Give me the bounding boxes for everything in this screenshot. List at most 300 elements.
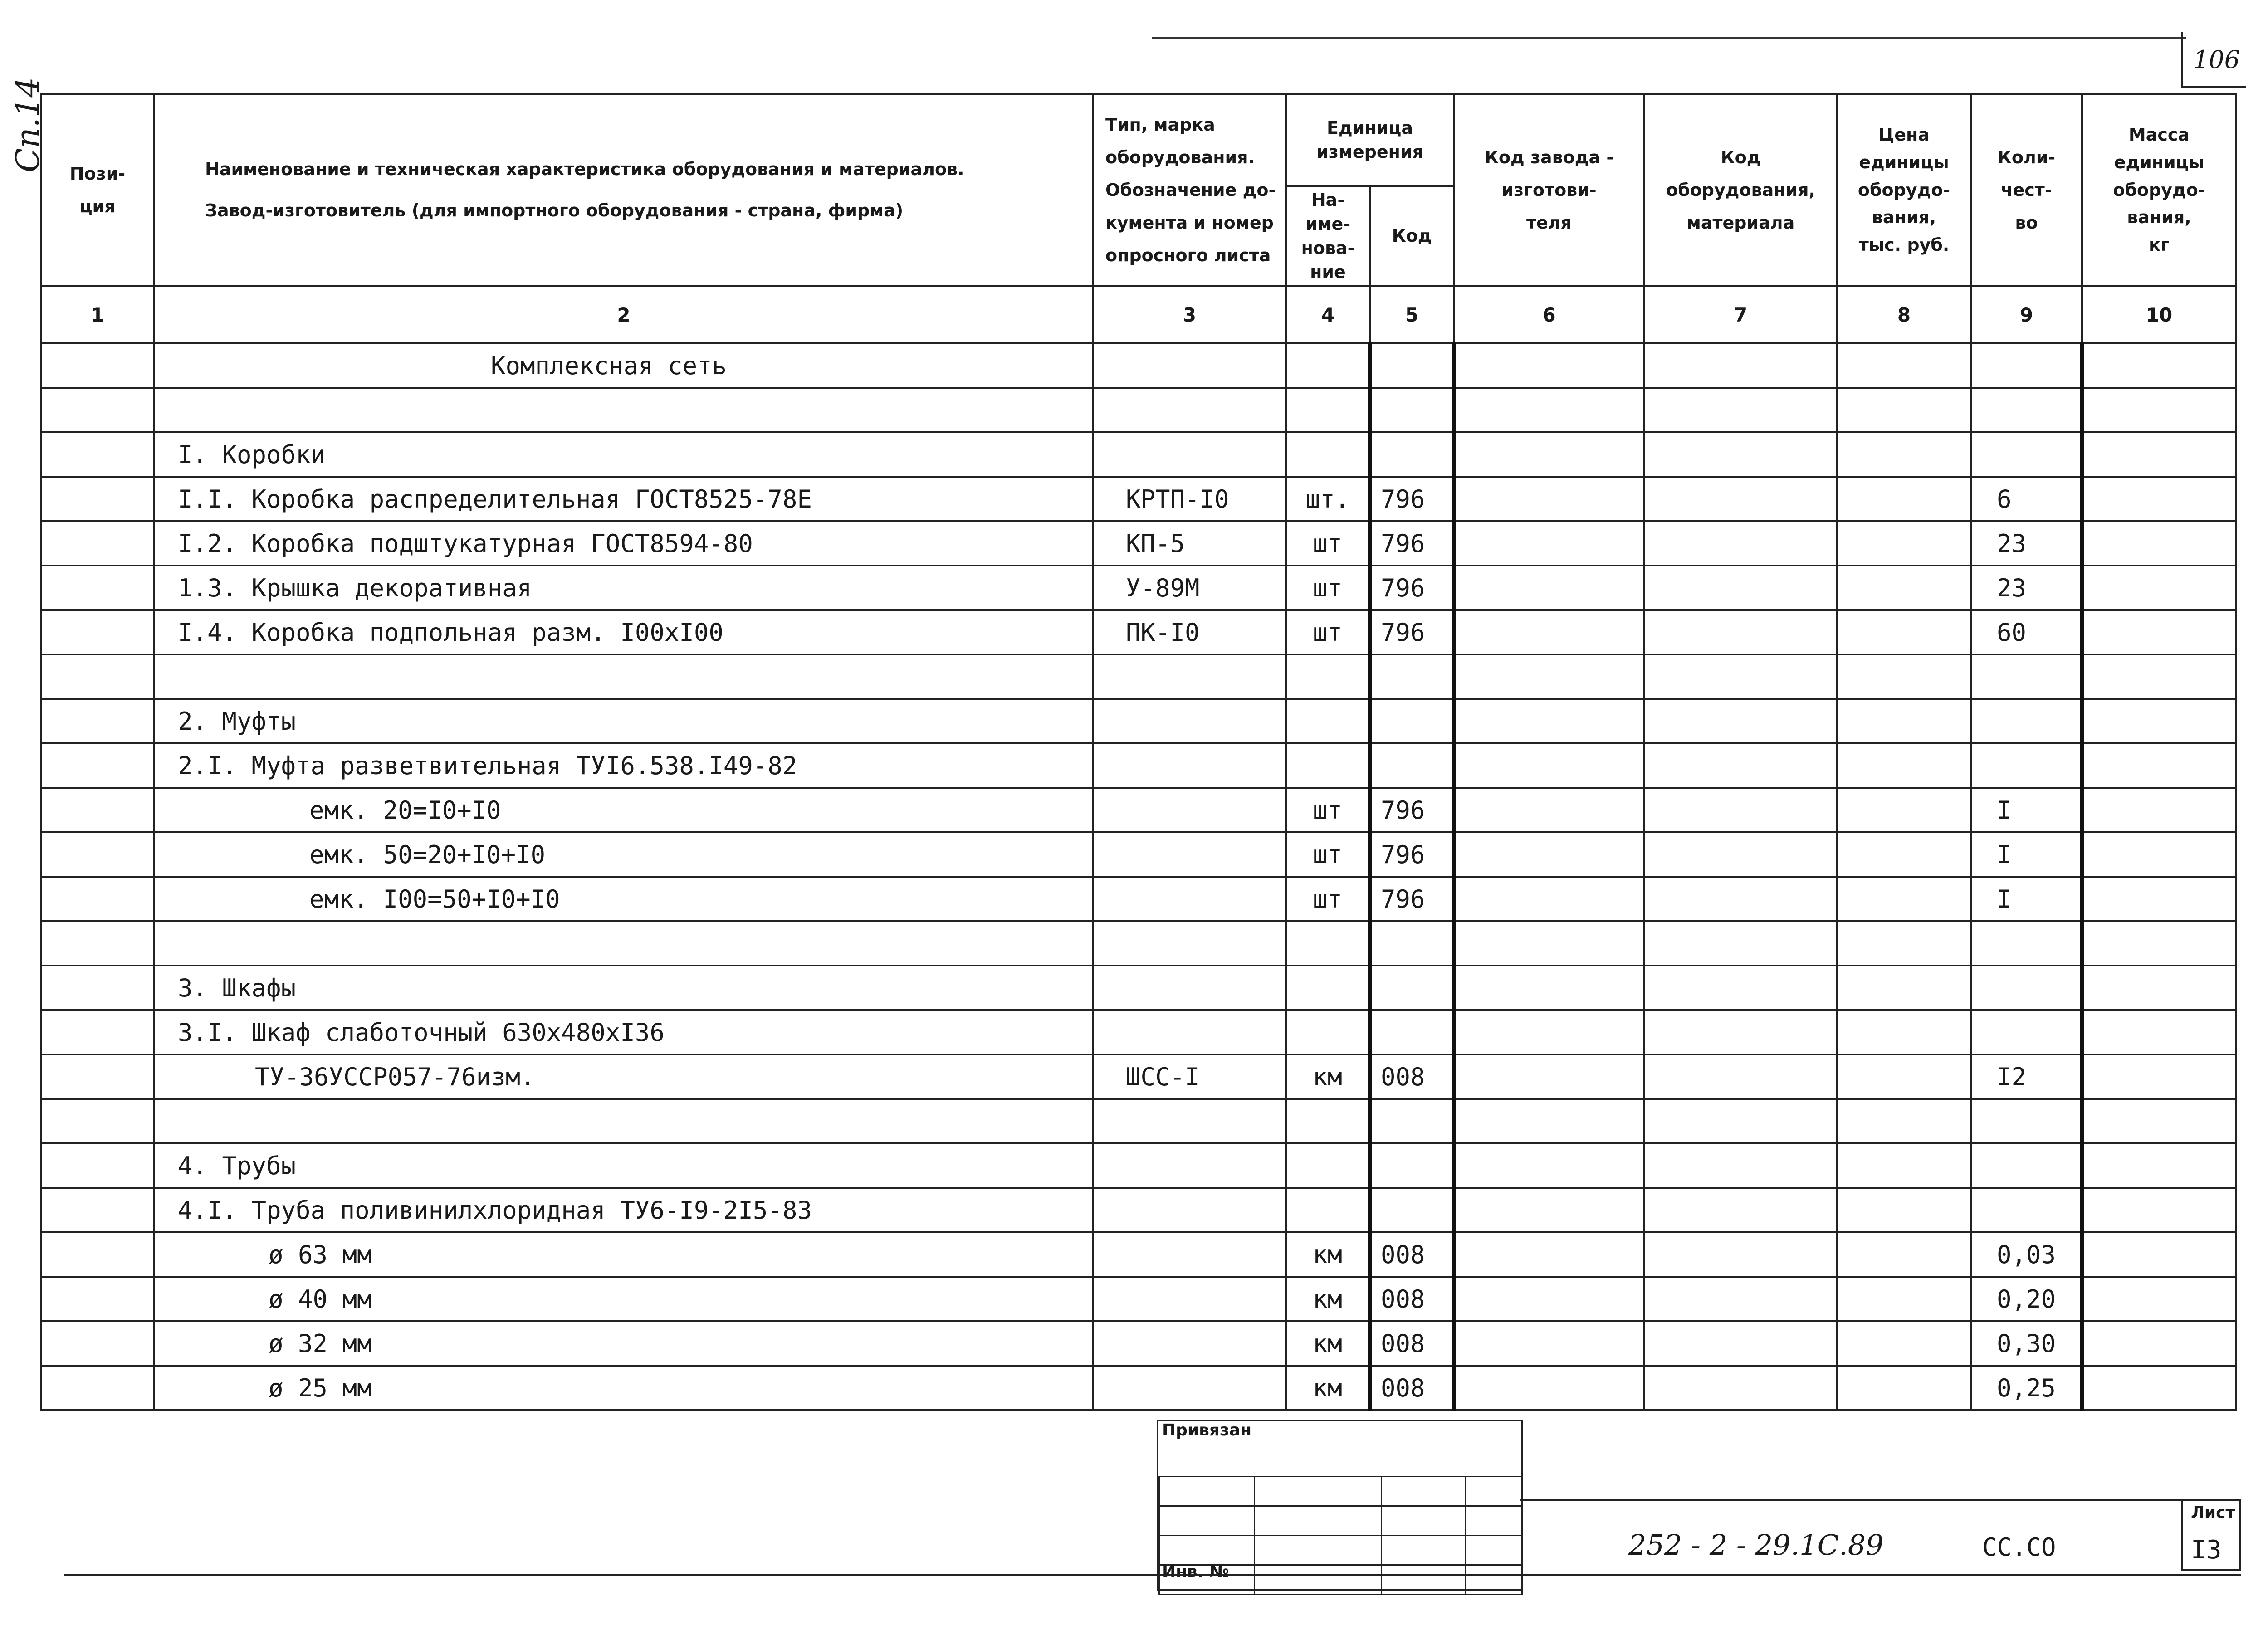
row-type [1093,343,1286,388]
row-quantity: 23 [1971,566,2082,610]
row-price [1837,477,1971,521]
row-equipment-code [1644,966,1837,1010]
row-name: 4.I. Труба поливинилхлоридная ТУ6-I9-2I5-83 [154,1188,1093,1232]
row-manufacturer-code [1454,966,1644,1010]
row-unit-code: 796 [1370,788,1454,832]
row-mass [2082,1277,2236,1321]
table-row [41,566,2236,610]
row-unit [1286,432,1370,477]
row-type [1093,1010,1286,1054]
row-manufacturer-code [1454,921,1644,966]
row-mass [2082,1366,2236,1410]
header-unit-code: Код [1392,226,1432,246]
row-price [1837,1321,1971,1366]
row-equipment-code [1644,832,1837,877]
row-mass [2082,743,2236,788]
row-equipment-code [1644,521,1837,566]
row-quantity: I2 [1971,1054,2082,1099]
row-price [1837,921,1971,966]
row-type [1093,832,1286,877]
stamp-inventory-label: Инв. № [1162,1562,1229,1581]
row-manufacturer-code [1454,1010,1644,1054]
row-quantity [1971,1143,2082,1188]
table-row [41,1099,2236,1143]
row-type [1093,388,1286,432]
row-mass [2082,477,2236,521]
row-type [1093,1143,1286,1188]
row-mass [2082,877,2236,921]
row-equipment-code [1644,699,1837,743]
header-mass: Масса единицы оборудо- вания, кг [2082,94,2236,286]
row-unit [1286,388,1370,432]
row-type [1093,1321,1286,1366]
row-type [1093,654,1286,699]
table-row [41,877,2236,921]
row-unit: км [1286,1321,1370,1366]
row-mass [2082,788,2236,832]
header-unit-title: Единица измерения [1287,95,1453,187]
row-unit [1286,1188,1370,1232]
row-unit [1286,1143,1370,1188]
row-position [41,832,154,877]
row-mass [2082,566,2236,610]
table-row [41,477,2236,521]
header-position: Пози- ция [41,94,154,286]
row-quantity [1971,743,2082,788]
row-unit [1286,1099,1370,1143]
column-number: 6 [1454,286,1644,343]
row-price [1837,1099,1971,1143]
row-mass [2082,1054,2236,1099]
row-equipment-code [1644,1099,1837,1143]
row-type [1093,1277,1286,1321]
row-unit-code [1370,388,1454,432]
row-unit [1286,743,1370,788]
row-type [1093,1099,1286,1143]
table-row [41,343,2236,388]
row-unit-code: 008 [1370,1232,1454,1277]
table-row [41,1143,2236,1188]
row-unit-code: 008 [1370,1277,1454,1321]
table-header-row [41,94,2236,286]
row-position [41,521,154,566]
row-unit-code: 796 [1370,610,1454,654]
row-type [1093,743,1286,788]
table-row [41,1188,2236,1232]
row-equipment-code [1644,1143,1837,1188]
row-unit-code [1370,1099,1454,1143]
row-name: ø 32 мм [154,1321,1093,1366]
row-manufacturer-code [1454,1232,1644,1277]
document-code: 252 - 2 - 29.1С.89 [1628,1528,1884,1562]
row-price [1837,699,1971,743]
header-unit-name: На- име- нова- ние [1287,187,1371,285]
table-row [41,654,2236,699]
row-position [41,1232,154,1277]
row-position [41,1054,154,1099]
row-quantity: I [1971,832,2082,877]
row-unit: шт. [1286,477,1370,521]
row-price [1837,1143,1971,1188]
sheet-label: Лист [2191,1503,2235,1522]
row-position [41,1277,154,1321]
row-unit: шт [1286,610,1370,654]
row-price [1837,388,1971,432]
table-row [41,610,2236,654]
row-position [41,1321,154,1366]
column-number: 9 [1971,286,2082,343]
row-name [154,1099,1093,1143]
row-price [1837,1010,1971,1054]
row-quantity [1971,343,2082,388]
row-position [41,1188,154,1232]
row-price [1837,610,1971,654]
row-name: I.2. Коробка подштукатурная ГОСТ8594-80 [154,521,1093,566]
table-row [41,432,2236,477]
table-row [41,832,2236,877]
row-unit-code: 008 [1370,1366,1454,1410]
row-name [154,388,1093,432]
row-name: емк. 50=20+I0+I0 [154,832,1093,877]
row-name: 4. Трубы [154,1143,1093,1188]
row-manufacturer-code [1454,832,1644,877]
row-mass [2082,832,2236,877]
row-name: 1.3. Крышка декоративная [154,566,1093,610]
row-mass [2082,432,2236,477]
side-note: Сп.14 [9,77,46,172]
row-type [1093,1366,1286,1410]
specification-table [40,93,2237,1411]
row-unit: км [1286,1366,1370,1410]
row-name: емк. 20=I0+I0 [154,788,1093,832]
row-unit: км [1286,1232,1370,1277]
row-unit-code: 796 [1370,877,1454,921]
row-name: емк. I00=50+I0+I0 [154,877,1093,921]
row-manufacturer-code [1454,388,1644,432]
row-unit: шт [1286,832,1370,877]
row-unit-code: 008 [1370,1321,1454,1366]
row-unit-code: 796 [1370,566,1454,610]
row-price [1837,1366,1971,1410]
row-type [1093,1232,1286,1277]
row-type: ШСС-I [1093,1054,1286,1099]
row-price [1837,877,1971,921]
row-unit-code [1370,1188,1454,1232]
table-row [41,1232,2236,1277]
row-manufacturer-code [1454,610,1644,654]
row-price [1837,566,1971,610]
row-type [1093,699,1286,743]
table-row [41,521,2236,566]
row-type [1093,966,1286,1010]
row-type: КП-5 [1093,521,1286,566]
row-mass [2082,699,2236,743]
row-quantity [1971,699,2082,743]
row-equipment-code [1644,432,1837,477]
row-equipment-code [1644,1054,1837,1099]
column-number: 2 [154,286,1093,343]
row-unit-code [1370,921,1454,966]
title-block-top-line [1520,1499,2241,1501]
row-unit-code: 796 [1370,521,1454,566]
row-name: I.I. Коробка распределительная ГОСТ8525-78Е [154,477,1093,521]
row-name: I.4. Коробка подпольная разм. I00xI00 [154,610,1093,654]
row-equipment-code [1644,788,1837,832]
row-price [1837,654,1971,699]
row-quantity [1971,432,2082,477]
row-price [1837,1188,1971,1232]
row-name: ТУ-36УССР057-76изм. [154,1054,1093,1099]
top-border-line [1152,37,2186,39]
row-manufacturer-code [1454,1188,1644,1232]
row-mass [2082,1010,2236,1054]
row-position [41,743,154,788]
row-unit: шт [1286,521,1370,566]
row-equipment-code [1644,1188,1837,1232]
row-unit [1286,654,1370,699]
row-equipment-code [1644,477,1837,521]
row-unit: км [1286,1277,1370,1321]
row-position [41,966,154,1010]
table-row [41,921,2236,966]
row-type [1093,432,1286,477]
row-unit-code: 796 [1370,477,1454,521]
row-name: Комплексная сеть [154,343,1093,388]
row-type: У-89М [1093,566,1286,610]
row-name [154,921,1093,966]
page-number: 106 [2193,45,2240,74]
row-mass [2082,343,2236,388]
row-price [1837,343,1971,388]
row-price [1837,1054,1971,1099]
row-unit: шт [1286,566,1370,610]
row-manufacturer-code [1454,654,1644,699]
row-equipment-code [1644,654,1837,699]
row-mass [2082,1188,2236,1232]
column-number: 3 [1093,286,1286,343]
row-mass [2082,1143,2236,1188]
row-position [41,1099,154,1143]
row-equipment-code [1644,1232,1837,1277]
row-type [1093,1188,1286,1232]
sheet-number: I3 [2191,1535,2222,1565]
row-unit-code [1370,432,1454,477]
row-position [41,877,154,921]
row-manufacturer-code [1454,743,1644,788]
column-number: 7 [1644,286,1837,343]
row-equipment-code [1644,743,1837,788]
row-unit: шт [1286,877,1370,921]
header-name: Наименование и техническая характеристика оборудования и материалов. Завод-изготовитель (для импортного оборудования - страна, фирма) [154,94,1093,286]
row-quantity [1971,1099,2082,1143]
row-equipment-code [1644,1010,1837,1054]
row-name: ø 63 мм [154,1232,1093,1277]
row-manufacturer-code [1454,699,1644,743]
row-equipment-code [1644,1366,1837,1410]
table-row [41,1321,2236,1366]
row-equipment-code [1644,610,1837,654]
row-unit: шт [1286,788,1370,832]
row-equipment-code [1644,1321,1837,1366]
row-quantity: 0,03 [1971,1232,2082,1277]
row-position [41,654,154,699]
bottom-border-line [64,1574,2241,1576]
column-number: 5 [1370,286,1454,343]
row-manufacturer-code [1454,521,1644,566]
row-name: 2. Муфты [154,699,1093,743]
row-quantity: 0,25 [1971,1366,2082,1410]
row-unit [1286,921,1370,966]
row-position [41,699,154,743]
header-manufacturer-code: Код завода - изготови- теля [1454,94,1644,286]
header-price: Цена единицы оборудо- вания, тыс. руб. [1837,94,1971,286]
row-unit [1286,699,1370,743]
row-mass [2082,1321,2236,1366]
column-number: 10 [2082,286,2236,343]
row-manufacturer-code [1454,1054,1644,1099]
row-unit-code [1370,966,1454,1010]
row-mass [2082,610,2236,654]
row-unit-code [1370,1010,1454,1054]
table-row [41,966,2236,1010]
row-equipment-code [1644,566,1837,610]
table-row [41,743,2236,788]
table-row [41,1010,2236,1054]
table-row [41,1277,2236,1321]
header-unit [1286,94,1454,286]
row-name: ø 40 мм [154,1277,1093,1321]
row-mass [2082,966,2236,1010]
row-quantity: 60 [1971,610,2082,654]
row-type: КРТП-I0 [1093,477,1286,521]
row-manufacturer-code [1454,477,1644,521]
row-unit-code [1370,343,1454,388]
row-unit-code [1370,1143,1454,1188]
row-quantity: 6 [1971,477,2082,521]
row-position [41,1366,154,1410]
row-quantity: I [1971,788,2082,832]
row-position [41,477,154,521]
row-unit-code [1370,699,1454,743]
row-unit-code: 796 [1370,832,1454,877]
row-price [1837,432,1971,477]
row-unit: км [1286,1054,1370,1099]
row-position [41,566,154,610]
row-equipment-code [1644,921,1837,966]
row-position [41,921,154,966]
row-price [1837,743,1971,788]
table-row [41,788,2236,832]
row-quantity: 23 [1971,521,2082,566]
row-equipment-code [1644,877,1837,921]
row-price [1837,832,1971,877]
row-type [1093,921,1286,966]
table-row [41,1366,2236,1410]
row-mass [2082,921,2236,966]
row-name: ø 25 мм [154,1366,1093,1410]
row-position [41,1010,154,1054]
row-position [41,788,154,832]
row-manufacturer-code [1454,432,1644,477]
row-name [154,654,1093,699]
row-mass [2082,654,2236,699]
row-price [1837,788,1971,832]
row-quantity [1971,966,2082,1010]
row-mass [2082,521,2236,566]
row-price [1837,521,1971,566]
header-quantity: Коли- чест- во [1971,94,2082,286]
row-unit [1286,966,1370,1010]
row-mass [2082,388,2236,432]
table-row [41,699,2236,743]
row-position [41,1143,154,1188]
stamp-label: Привязан [1162,1421,1252,1440]
row-quantity [1971,654,2082,699]
column-number-row [41,286,2236,343]
column-number: 8 [1837,286,1971,343]
row-manufacturer-code [1454,877,1644,921]
row-price [1837,1232,1971,1277]
row-manufacturer-code [1454,1277,1644,1321]
row-quantity: 0,30 [1971,1321,2082,1366]
table-body [41,343,2236,1410]
row-equipment-code [1644,1277,1837,1321]
row-quantity [1971,388,2082,432]
row-equipment-code [1644,343,1837,388]
row-manufacturer-code [1454,343,1644,388]
row-position [41,343,154,388]
row-price [1837,1277,1971,1321]
table-row [41,1054,2236,1099]
row-position [41,388,154,432]
row-name: 3.I. Шкаф слаботочный 630x480xI36 [154,1010,1093,1054]
row-unit-code [1370,654,1454,699]
header-equipment-code: Код оборудования, материала [1644,94,1837,286]
row-manufacturer-code [1454,566,1644,610]
row-mass [2082,1232,2236,1277]
row-equipment-code [1644,388,1837,432]
row-name: 2.I. Муфта разветвительная ТУI6.538.I49-82 [154,743,1093,788]
header-type: Тип, марка оборудования. Обозначение до- кумента и номер опросного листа [1093,94,1286,286]
row-manufacturer-code [1454,1321,1644,1366]
document-mark: СС.СО [1982,1533,2056,1562]
row-position [41,610,154,654]
row-price [1837,966,1971,1010]
row-unit-code [1370,743,1454,788]
row-position [41,432,154,477]
row-mass [2082,1099,2236,1143]
row-quantity: 0,20 [1971,1277,2082,1321]
row-unit [1286,343,1370,388]
row-type: ПК-I0 [1093,610,1286,654]
row-name: 3. Шкафы [154,966,1093,1010]
row-manufacturer-code [1454,1366,1644,1410]
row-quantity: I [1971,877,2082,921]
row-unit-code: 008 [1370,1054,1454,1099]
column-number: 1 [41,286,154,343]
row-name: I. Коробки [154,432,1093,477]
table-row [41,388,2236,432]
row-quantity [1971,1188,2082,1232]
row-manufacturer-code [1454,788,1644,832]
row-type [1093,877,1286,921]
row-manufacturer-code [1454,1099,1644,1143]
column-number: 4 [1286,286,1370,343]
row-manufacturer-code [1454,1143,1644,1188]
row-type [1093,788,1286,832]
row-quantity [1971,921,2082,966]
row-unit [1286,1010,1370,1054]
